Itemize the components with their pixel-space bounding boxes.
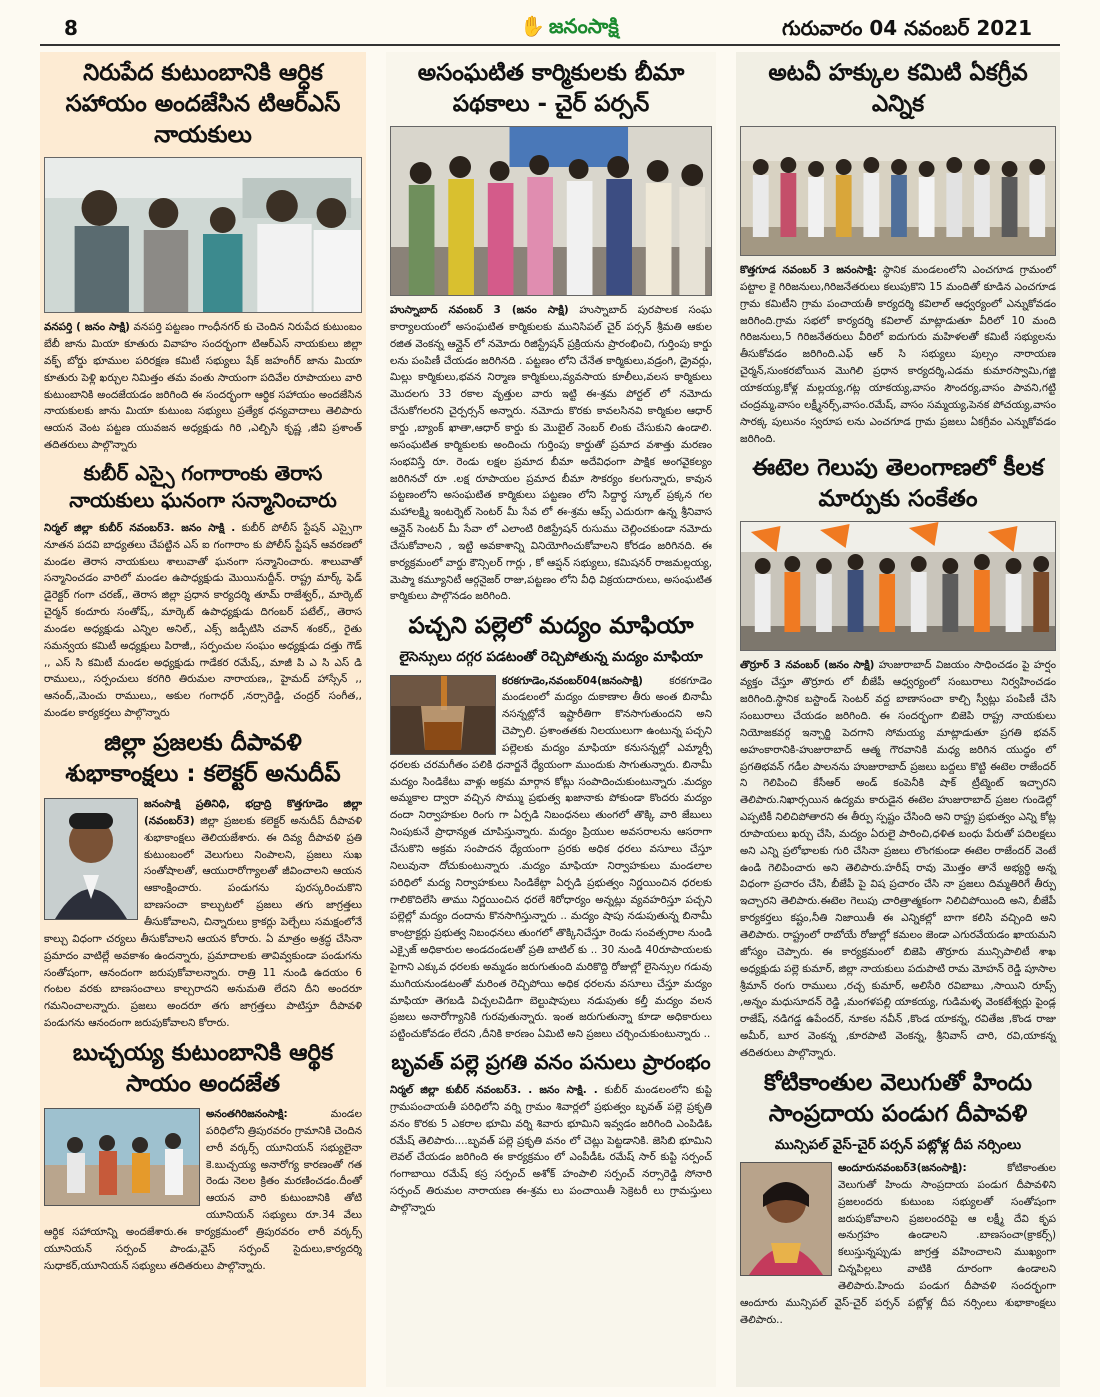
dateline: తొర్రూర్ 3 నవంబర్ (జనం సాక్షి)	[740, 659, 875, 672]
article-buchaiah-aid	[44, 1106, 362, 1274]
logo-emblem-icon: ✋	[520, 14, 545, 38]
dateline: వనపర్తి ( జనం సాక్షి)	[44, 321, 130, 334]
photo-union-aid	[44, 1108, 200, 1206]
article-text: స్థానిక మండలంలోని ఎంచగూడ గ్రామంలో పట్టాల కై గిరిజనులు,గిరిజనేతరులు కలుపుకొని 15 మందితో కూడిన ఎంచగూడ గ్రామ కమిటీని గ్రామ పంచాయతీ కార్యదర్శి కవిలాల్ ఆధ్వర్యంలో ఎన్నుకోవడం జరిగింది.గ్రామ సభలో కార్యదర్శి కవిలాల్ మాట్లాడుతూ వీరిలో 10 మంది గిరిజనులు,5 గిరిజనేతరులు వీరిలో ఐదుగురు మహిళలతో కమిటీ సభ్యులను తీసుకోవడం జరిగింది.ఎఫ్ ఆర్ సి సభ్యులు పుల్సం నారాయణ చైర్మన్,సుంకరబోయిన మొగిలి ప్రధాన కార్యదర్శి,ఎడమ కుమారస్వామి,గజ్జి యాకయ్య,కోళ్ల మల్లయ్య,గట్ల యాకయ్య,వాసం సౌందర్య,వాసం పావని,గట్టి చంద్రమ్మ,వాసం లక్ష్మీనర్స్,వాసం.రమేష్, వాసం సమ్మయ్య,పెనక పోచయ్య,వాసం సారక్క పులునం స్వరూప లను ఎంచగూడ గ్రామ ప్రజలు ఏకగ్రీవం ఎన్నుకోవడం జరిగింది.	[740, 264, 1056, 445]
article-text: జిల్లా ప్రజలకు కలెక్టర్ అనుదీప్ దీపావళి శుభాకాంక్షలు తెలియజేశారు. ఈ దివ్య దీపావళి ప్రతి కుటుంబంలో వెలుగులు నింపాలని, ప్రజలు సుఖ సంతోషాలతో, ఆయురారోగ్యాలతో జీవించాలని ఆయన ఆకాంక్షించారు. పండుగను పురస్కరించుకొని బాణసంచా కాల్చుటలో ప్రజలు తగు జాగ్రత్తలు తీసుకోవాలని, చిన్నారులు క్రాకర్లు పెల్చేలు సమక్షంలోనే కాల్చు విధంగా చర్యలు తీసుకోవాలని ఆయన కోరారు. ఏ మాత్రం అశ్రద్ధ చేసినా ప్రమాదం వాటిల్లే అవకాశం ఉందన్నారు, ప్రమాదాలకు తావివ్వకుండా పండుగను సంతోషంగా, ఆనందంగా జరుపుకోవాలన్నారు. రాత్రి 11 నుండి ఉదయం 6 గంటల వరకు బాణసంచాలు కాల్చరాదని అనుమతి లేదని దీని అందరూ గమనించాలన్నారు. ప్రజలు అందరూ తగు జాగ్రత్తలు పాటిస్తూ దీపావళి పండుగను ఆనందంగా జరుపుకోవాలని కోరారు.	[44, 814, 362, 1030]
headline-diwali-greetings: కోటికాంతుల వెలుగుతో హిందు సాంప్రదాయ పండుగ దీపావళి	[763, 1069, 1033, 1127]
photo-liquor-glass	[390, 675, 496, 755]
article-text: కుబీర్ మండలంలోని కుప్టి గ్రామపంచాయతీ పరిధిలోని వర్ని గ్రామం శివార్లలో ప్రభుత్వం బృవత్ పల్లె ప్రకృతి వనం కొరకు 5 ఎకరాల భూమి వర్ని శివారు భూమిని ఇవ్వడం జరిగింది ఎంపిడిఓ రమేష్ తెలిపారు....బృవత్ పల్లె ప్రకృతి వనం లో చెట్లు పెట్టడానికి. జెసిబి భూమిని లెవల్ చేయడం జరిగింది ఈ కార్యక్రమం లో ఎంపీడీఓ రమేష్ సార్ కుప్టి సర్పంచ్ గంగాబాయి రమేష్ కస్ర సర్పంచ్ అశోక్ హంపాలి సర్పంచ్ నర్సారెడ్డి సోనారి సర్పంచ్ తిరుమల నారాయణ ఈ-శ్రమ లు పంచాయితీ సెక్రెటరీ లు గ్రామస్తులు పాల్గొన్నారు	[390, 1084, 712, 1215]
page-header	[40, 10, 1060, 46]
article-forest-committee	[740, 262, 1056, 447]
headline-trs-aid: నిరుపేద కుటుంబానికి ఆర్ధిక సహాయం అందజేసిన టిఆర్ఎస్ నాయకులు	[65, 60, 341, 149]
page-number: 8	[64, 16, 78, 40]
dateline: ఆందూరునవంబర్3(జనంసాక్షి):	[838, 1162, 967, 1175]
column-left	[40, 52, 366, 1387]
dateline: నిర్మల్ జిల్లా కుబీర్ నవంబర్3. . జనం సాక్షి. .	[390, 1084, 598, 1097]
article-kubeer-si	[44, 520, 362, 722]
article-trs-aid	[44, 319, 362, 454]
article-text: కుబీర్ పోలీస్ స్టేషన్ ఎస్సైగా నూతన పదవి బాధ్యతలు చేపట్టిన ఎస్ ఐ గంగారాం కు పోలీస్ స్టేషన్ ఆవరణలో మండల తెరాస నాయకులు శాలువాతో ఘనంగా సన్మానించారు. శాలువాతో సన్మానించడం వారిలో మండల ఉపాధ్యక్షుడు మొయినుద్దీన్. రాష్ట్ర మార్క్ ఫెడ్ డైరెక్టర్ గంగా చరణ్,, తెరాస జిల్లా ప్రధాన కార్యదర్శి తూమ్ రాజేశ్వర్,, మార్కెట్ చైర్మన్ కందూరు సంతోష్,, మార్కెట్ ఉపాధ్యక్షుడు దిగంబర్ పటేల్,, తెరాస మండల అధ్యక్షుడు ఎన్నిల అనిల్,, ఎక్స్ జడ్పీటిసి చవాన్ శంకర్,, రైతు సమన్వయ కమిటీ అధ్యక్షులు పిరాజీ,, సర్పంచుల సంఘం అధ్యక్షుడు దత్తు గౌడ్ ,, ఎస్ సి కమిటీ మండల అధ్యక్షుడు గాడేకర రమేష్,, మాజీ పి ఎ సి ఎస్ డి రాములు,, సర్పంచులు కరగిరి తిరుమల నారాయణ,, హైమద్ హాస్సేన్ ,, ఆనంద్,,మెంచు రాములు,, అకుల గంగాధర్ ,నర్సారెడ్డి, చంద్రర్ సంగీత,, మండల కార్యకర్తలు పాల్గొన్నారు	[44, 521, 363, 720]
dateline: నిర్మల్ జిల్లా కుబీర్ నవంబర్3. జనం సాక్షి .	[44, 521, 236, 534]
article-collector-diwali	[44, 796, 362, 1032]
headline-forest-committee: అటవీ హక్కుల కమిటి ఏకగ్రీవ ఎన్నిక	[768, 60, 1028, 118]
dateline: అనంతగిరిజనంసాక్షి:	[206, 1108, 288, 1121]
photo-vice-chairperson	[740, 1162, 832, 1276]
masthead-text: జనంసాక్షి	[548, 14, 619, 38]
article-text: హుజురాబాద్ విజయం సాధించడం పై హర్షం వ్యక్తం చేస్తూ తొర్రూరు లో బీజేపీ ఆధ్వర్యంలో సంబురాలు నిర్వహించడం జరిగింది.స్థానిక బస్టాండ్ సెంటర్ వద్ద బాణాసంచా కాల్చి స్వీట్లు పంపిణీ చేసి సంబురాలు చేయడం జరిగింది. ఈ సందర్భంగా బిజెపి రాష్ట్ర నాయకులు నియోజకవర్గ ఇన్చార్జి పెదగాని సోమయ్య మాట్లాడుతూ ప్రగతి భవన్ అహంకారానికి-హుజురాబాద్ ఆత్మ గౌరవానికి మధ్య జరిగిన యుద్ధం లో ప్రగతిభవన్ గడీల పాలనను హుజురాబాద్ ప్రజలు బద్దలు కొట్టి ఈటెల రాజేందర్ ని గెలిపించి కేసీఆర్ అండ్ కంపెనీకి షాక్ ట్రీట్మెంట్ ఇచ్చారని తెలిపారు.నిఖార్సయిన ఉద్యమ కారుడైన ఈటెల హుజురాబాద్ ప్రజల గుండెల్లో ఎప్పటికీ నిలిచిపోతారని ఈ తీర్పు స్పష్టం చేసింది అని రాష్ట్ర ప్రభుత్వం ఎన్ని కోట్ల రూపాయలు ఖర్చు చేసి, మద్యం ఏరులై పారించి,ధళిత బంధు పేరుతో పదిలక్షలు అని ఎన్ని ప్రలోభాలకు గురి చేసినా ప్రజలు లొంగకుండా ఈటెల రాజేందర్ వెంటే ఉండి గెలిపించారు అని తెలిపారు.హరీష్ రావు మొత్తం తానే అభ్యర్థి అన్న విధంగా ప్రచారం చేసి, బీజేపీ పై విష ప్రచారం చేసి నా ప్రజలు దిమ్మతిరిగే తీర్పు ఇచ్చారని తెలిపారు.ఈటెల గెలుపు చారిత్రాత్మకంగా నిలిచిపోయింది అని, బీజేపీ కార్యకర్తలు కష్టం,నీతి నిజాయితీ ఈ ఎన్నికల్లో బాగా కలిసి వచ్చింది అని తెలిపారు. రాష్ట్రంలో రాబోయే రోజుల్లో కమలం జెండా ఎగురవేయడం ఖాయమని జోస్యం చెప్పారు. ఈ కార్యక్రమంలో బిజెపి తొర్రూరు మున్సిపాలిటీ శాఖ అధ్యక్షుడు పల్లె కుమార్, జిల్లా నాయకులు పదుపాటి రామ మోహన్ రెడ్డి పూసాల శ్రీమాన్ రంగు రాములు ,రచ్చ కుమార్, అలిసేరి రవిబాబు ,సాయిని రూప్స్ ,అన్నం మధుసూదన్ రెడ్డి ,మంగళపల్లి యాకయ్య, గుడిమళ్ళ వెంకటేశ్వర్లు పైండ్ల రాజేష్, నడిగడ్డ ఉపేందర్, నూకల నవీన్ ,కొండ యాకన్న, రవితేజ ,కొండ రాజు అమీర్, బూర వెంకన్న ,కూరపాటి వెంకన్న, శ్రీనివాస్ చారి, రవి,యాకన్న తదితరులు పాల్గొన్నారు.	[740, 659, 1056, 1059]
headline-kubeer-si: కుబీర్ ఎస్సై గంగారాంకు తెరాస నాయకులు ఘనంగా సన్మానించారు	[69, 460, 337, 512]
photo-forest-committee	[740, 126, 1056, 256]
headline-buchaiah-aid: బుచ్చయ్య కుటుంబానికి ఆర్థిక సాయం అందజేత	[72, 1039, 334, 1097]
masthead-logo	[520, 14, 619, 43]
article-text: మండల పరిధిలోని త్రిపురవరం గ్రామానికి చెందిన లారీ వర్కర్స్ యూనియన్ సభ్యులైనా కె.బుచ్చయ్య అనారోగ్య కారణంతో గత రెండు నెలల క్రితం మరణించడం.దీంతో ఆయన వారి కుటుంబానికి తోటి యూనియన్ సభ్యులు రూ.34 వేలు ఆర్థిక సహాయాన్ని అందజేశారు.ఈ కార్యక్రమంలో త్రిపురవరం లారీ వర్కర్స్ యూనియన్ సర్పంచ్ పాండు,వైస్ సర్పంచ్ సైదులు,కార్యదర్శి సుధాకర్,యూనియన్ సభ్యులు తదితరులు పాల్గొన్నారు.	[44, 1108, 362, 1272]
article-pragathi-vanam	[390, 1082, 712, 1217]
photo-collector	[44, 798, 138, 920]
headline-liquor-mafia: పచ్చని పల్లెలో మద్యం మాఫియా	[408, 613, 694, 640]
headline-collector-diwali: జిల్లా ప్రజలకు దీపావళి శుభాకాంక్షలు : కలెక్టర్ అనుదీప్	[65, 730, 341, 788]
article-text: వనపర్తి పట్టణం గాంధీనగర్ కు చెందిన నిరుపేద కుటుంబం బేబీ జాను మియా కూతురు వివాహం సందర్భంగా టిఆర్ఎస్ నాయకులు జిల్లా వక్ఫ్ బోర్డు భూముల పరిరక్షణ కమిటీ సభ్యులు షేక్ జహంగీర్ జాను మియా కూతురు పెళ్లి ఖర్చుల నిమిత్తం తమ వంతు సాయంగా పదివేల రూపాయలు వారి కుటుంబానికి అందజేయడం జరిగింది ఈ సందర్భంగా ఆర్థిక సహాయం అందజేసిన నాయకులకు జాను మియా కుటుంబ సభ్యులు ప్రత్యేక ధన్యవాదాలు తెలిపారు ఆయన వెంట పట్టణ యువజన అధ్యక్షుడు గిరి ,ఎల్బిసి కృష్ణ ,జీవి ప్రశాంత్ తదితరులు పాల్గొన్నారు	[44, 321, 362, 452]
headline-etela-victory: ఈటెల గెలుపు తెలంగాణలో కీలక మార్పుకు సంకేతం	[752, 455, 1044, 513]
column-right	[736, 52, 1060, 1387]
subhead-liquor-mafia: లైసెన్సులు దగ్గర పడటంతో రెచ్చిపోతున్న మద్యం మాఫియా	[399, 649, 703, 666]
issue-date: గురువారం 04 నవంబర్ 2021	[782, 16, 1032, 40]
subhead-diwali-greetings: మున్సిపల్ వైస్-చైర్ పర్సన్ పట్లోళ్ల దీప నర్సింలు	[774, 1136, 1022, 1153]
photo-bjp-celebration	[740, 521, 1056, 651]
dateline: కొత్తగూడ నవంబర్ 3 జనంసాక్షి:	[740, 264, 877, 277]
headline-pragathi-vanam: బృవత్ పల్లె ప్రగతి వనం పనులు ప్రారంభం	[391, 1050, 711, 1075]
dateline: జనంసాక్షి ప్రతినిధి, భద్రాద్రి కొత్తగూడెం జిల్లా (నవంబర్3)	[144, 798, 362, 827]
article-text: కరకగూడెం మండలంలో మద్యం దుకాణాల తీరు అంత బినామీ నసన్నట్లోనే ఇష్టారీతిగా కొనసాగుతుందని అని చెప్పాలి. ప్రశాంతతకు నిలయులుగా ఉంటున్న పచ్చని పల్లెలకు మద్యం మాఫియా కనుసన్నల్లో ఎమ్మార్పీ ధరలకు చరమగీతం పలికి ధనార్జనే ధ్యేయంగా ముందుకు సాగుతున్నారు. బినామీ మద్యం సిండికేటు వాళ్లు అక్రమ మార్గాన కోట్లు సంపాదించుకుంటున్నారు .మద్యం అమ్మకాల ద్వారా వచ్చిన సొమ్ము ప్రభుత్వ ఖజానాకు పోకుండా కొందరు మద్యం దందా నిర్వాహకుల రింగు గా ఏర్పడి నిబంధనలు తుంగలో తొక్కి వారి జేబులు నింపుకునే ప్రాధాన్యత చూపిస్తున్నారు. మద్యం ప్రియుల అవసరాలను ఆసరాగా చేసుకొని అక్రమ సంపాదన ధ్యేయంగా ప్రరకు అధిక ధరలు వసూలు చేస్తూ నిలువునా దోచుకుంటున్నారు .మద్యం మాఫియా నిర్వాహకులు మండలాల పరిధిలో మద్య నిర్వాహకులు సిండికేట్గా ఏర్పడి ప్రభుత్వం నిర్ణయించిన ధరలకు గాలికొదిలేసి తాము నిర్ణయించిన ధరలే శిరోధార్యం అన్నట్లు వ్యవహరిస్తూ పచ్చని పల్లెల్లో మద్యం దందాను కొనసాగిస్తున్నారు .. మద్యం షాపు నడుపుతున్న బినామీ కాంట్రాక్టర్లు ప్రభుత్వ నిబంధనలు తుంగలో తొక్కినిచేస్తూ రెండు సంవత్సరాల నుండి ఎక్సైజ్ అధికారుల అండదండలతో ప్రతి బాటిల్ కు .. 30 నుండి 40రూపాయలకు పైగాని ఎక్కువ ధరలకు అమ్మడం జరుగుతుంది మరికొద్ది రోజుల్లో లైసెన్సుల గడువు ముగియనుండటంతో మరింత రెచ్చిపోయి అధిక ధరలను వసూలు చేస్తూ మద్యం మాఫియా తెగబడి విచ్చలవిడిగా బెల్టుషాపులు నడుపుతు కల్తీ మద్యం వలన ప్రజలు అనారోగ్యానికి గురవుతున్నారు. ఇంత జరుగుతున్నా కూడా అధికారులు పట్టించుకోవడం లేదని ,దీనికి కారణం ఏమిటి అని ప్రజలు చర్చించుకుంటున్నారు ..	[390, 674, 712, 1041]
column-center	[386, 52, 716, 1387]
article-text: హుస్నాబాద్ పురపాలక సంఘ కార్యాలయంలో అసంఘటిత కార్మికులకు మునిసిపల్ చైర్ పర్సన్ శ్రీమతి ఆకుల రజిత వెంకన్న ఆన్లైన్ లో నమోదు రిజిస్ట్రేషన్ ప్రక్రియను ప్రారంభించి, గుర్తింపు కార్డు లను పంపిణీ చేయడం జరిగినది . పట్టణం లోని చేనేత కార్మికులు,వడ్రంగి, డ్రైవర్లు, మిల్లు కార్మికులు,భవన నిర్మాణ కార్మికులు,వ్యవసాయ కూలీలు,వలస కార్మికులు మొదలగు 33 రకాల వృత్తుల వారు ఇట్టి ఈ-శ్రమ పోర్టల్ లో నమోదు చేసుకోగలరని చైర్పర్సన్ అన్నారు. నమోదు కొరకు కావలసినవి కార్మికుల ఆధార్ కార్డు ,బ్యాంక్ ఖాతా,ఆధార్ కార్డు కు మొబైల్ నెంబర్ లింకు చేసుకుని ఉండాలి. అసంఘటిత కార్మికులకు అందించు గుర్తింపు కార్డుతో ప్రమాద వశాత్తు మరణం సంభవిస్తే రూ. రెండు లక్షల ప్రమాద బీమా అదేవిధంగా పాక్షిక అంగవైకల్యం జరిగినచో రూ .లక్ష రూపాయల ప్రమాద బీమా సౌకర్యం కలగున్నారు, కావున పట్టణంలోని అసంఘటిత కార్మికులు పట్టణం లోని సిద్దార్థ స్కూల్ ప్రక్కన గల మహాలక్ష్మి ఇంటర్నెట్ సెంటర్ మీ సేవ లో ఈ-శ్రమ ఆప్స్ ఎదురుగా ఉన్న శ్రీనివాస ఆన్లైన్ సెంటర్ మీ సేవా లో ఎలాంటి రిజిస్ట్రేషన్ రుసుము చెల్లించకుండా నమోదు చేసుకోవాలని , ఇట్టి అవకాశాన్ని వినియోగించుకోవాలని కోరడం జరిగినది. ఈ కార్యక్రమంలో వార్డు కౌన్సిలర్ గార్లు , కో ఆప్షన్ సభ్యులు, కమిషనర్ రాజమల్లయ్య, మెప్మా కమ్యూనిటీ ఆర్గనైజర్ రాజు,పట్టణం లోని వీధి విక్రయదారులు, అసంఘటిత కార్మికులు పాల్గొనడం జరిగింది.	[390, 304, 712, 603]
article-diwali-greetings	[740, 1160, 1056, 1328]
article-liquor-mafia	[390, 673, 712, 1044]
photo-workers-insurance	[390, 126, 712, 296]
headline-workers-insurance: అసంఘటిత కార్మికులకు బీమా పథకాలు - చైర్ పర్సన్	[417, 60, 685, 118]
article-workers-insurance	[390, 302, 712, 605]
photo-trs-aid	[44, 157, 362, 313]
dateline: హుస్నాబాద్ నవంబర్ 3 (జనం సాక్షి)	[390, 304, 569, 317]
dateline: కరకగూడెం,నవంబర్04(జనంసాక్షి)	[502, 674, 643, 687]
article-text: కోటికాంతుల వెలుగుతో హిందు సాంప్రదాయ పండుగ దీపావళిని ప్రజలందరు కుటుంబ సభ్యులతో సంతోషంగా జరుపుకోవాలని ప్రజలందరిపై ఆ లక్ష్మీ దేవి కృప అనుగ్రహం ఉండాలని .బాణసంచా(క్రాకర్స్) కలుస్తున్నప్పుడు జాగ్రత్త వహించాలని ముఖ్యంగా చిన్నపిల్లలు వాటికి దూరంగా ఉండాలని తెలిపారు.హిందు పండుగ దీపావళి సందర్భంగా ఆందూరు మున్సిపల్ వైస్-చైర్ పర్సన్ పట్లోళ్ల దీప నర్సింలు శుభాకాంక్షలు తెలిపారు..	[740, 1162, 1056, 1326]
article-etela-victory	[740, 657, 1056, 1061]
